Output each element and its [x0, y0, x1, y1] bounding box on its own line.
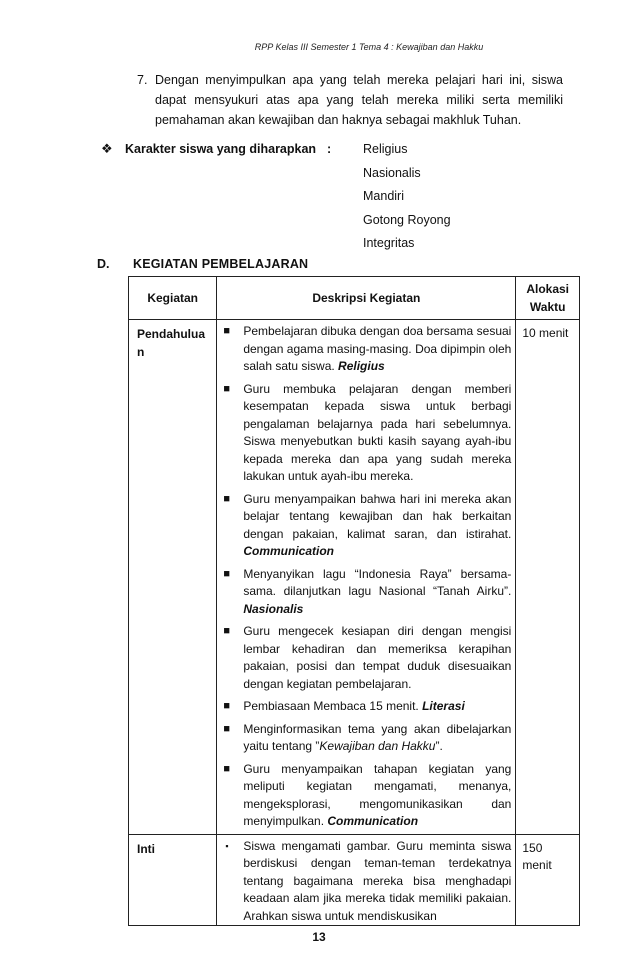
karakter-value: Nasionalis	[363, 165, 421, 180]
alokasi-cell: 150 menit	[516, 834, 580, 926]
square-bullet-icon: ■	[223, 567, 230, 580]
list-item: ■ Menginformasikan tema yang akan dibelajarkan yaitu tentang ”Kewajiban dan Hakku”.	[223, 721, 512, 753]
section-letter: D.	[97, 257, 110, 271]
list-item: ■ Guru mengecek kesiapan diri dengan mengisi lembar kehadiran dan memeriksa kerapihan pakaian, posisi dan tempat duduk disesuaikan dengan kegiatan pembelajaran.	[223, 624, 512, 691]
header-deskripsi: Deskripsi Kegiatan	[217, 277, 516, 320]
list-item: ■ Guru membuka pelajaran dengan memberi kesempatan kepada siswa untuk berbagi pengalaman belajarnya pada hari sebelumnya. Siswa menyebutkan bukti kasih sayang ayah-ibu kepada mereka dan apa yang sudah mereka lakukan untuk ayah-ibu mereka.	[223, 381, 512, 483]
karakter-label: Karakter siswa yang diharapkan	[125, 142, 317, 156]
kegiatan-table	[128, 276, 580, 926]
square-bullet-icon: ■	[223, 722, 230, 735]
square-bullet-icon: ■	[223, 325, 230, 337]
kegiatan-name: Inti	[129, 834, 217, 926]
square-bullet-icon: ■	[223, 625, 230, 637]
header-alokasi: Alokasi Waktu	[516, 277, 580, 320]
table-row-inti	[129, 834, 580, 926]
karakter-values	[363, 142, 451, 260]
list-item: ■ Menyanyikan lagu “Indonesia Raya” bersama-sama. dilanjutkan lagu Nasional “Tanah Airku”. Nasionalis	[223, 566, 512, 616]
list-item: ■ Guru menyampaikan bahwa hari ini mereka akan belajar tentang kewajiban dan hak berkaitan dengan pakaian, kalimat saran, dan istirahat. Communication	[223, 491, 512, 558]
square-bullet-icon: ■	[223, 382, 230, 395]
kegiatan-name: Pendahuluan	[129, 320, 217, 835]
list-item: ▪ Siswa mengamati gambar. Guru meminta siswa berdiskusi dengan teman-teman terdekatnya tentang bagaimana mereka bisa menghadapi keadaan alam jika mereka tidak memiliki pakaian. Arahkan siswa untuk mendiskusikan	[225, 838, 512, 923]
section-title: KEGIATAN PEMBELAJARAN	[133, 257, 309, 271]
list-item: ■ Pembelajaran dibuka dengan doa bersama sesuai dengan agama masing-masing. Doa dipimpin oleh salah satu siswa. Religius	[223, 324, 512, 373]
list-item: ■ Pembiasaan Membaca 15 menit. Literasi	[221, 698, 511, 716]
deskripsi-cell	[217, 320, 516, 835]
list-item-number: 7.	[137, 73, 148, 87]
square-bullet-icon: ■	[223, 492, 230, 505]
square-bullet-icon: ■	[223, 700, 230, 712]
square-bullet-icon: ■	[223, 762, 230, 775]
karakter-value: Integritas	[363, 236, 415, 250]
table-header-row	[129, 277, 580, 320]
table-row-pendahuluan	[129, 320, 580, 835]
deskripsi-cell	[217, 834, 516, 926]
karakter-colon: :	[327, 142, 332, 156]
square-bullet-icon: ▪	[225, 840, 229, 851]
page-header: RPP Kelas III Semester 1 Tema 4 : Kewajiban dan Hakku	[254, 42, 484, 52]
karakter-value: Religius	[363, 142, 408, 156]
diamond-bullet-icon: ❖	[101, 141, 113, 156]
page-number: 13	[312, 930, 326, 944]
list-item-7	[137, 70, 563, 130]
karakter-value: Mandiri	[363, 189, 404, 203]
list-item: ■ Guru menyampaikan tahapan kegiatan yang meliputi kegiatan mengamati, menanya, mengeksplorasi, mengomunikasikan dan menyimpulkan. Communication	[223, 761, 512, 828]
list-item-text: Dengan menyimpulkan apa yang telah mereka pelajari hari ini, siswa dapat mensyukuri atas apa yang telah mereka miliki serta memiliki pemahaman akan kewajiban dan haknya sebagai makhluk Tuhan.	[155, 73, 563, 127]
header-kegiatan: Kegiatan	[129, 277, 217, 320]
karakter-value: Gotong Royong	[363, 212, 451, 227]
alokasi-cell: 10 menit	[516, 320, 580, 835]
